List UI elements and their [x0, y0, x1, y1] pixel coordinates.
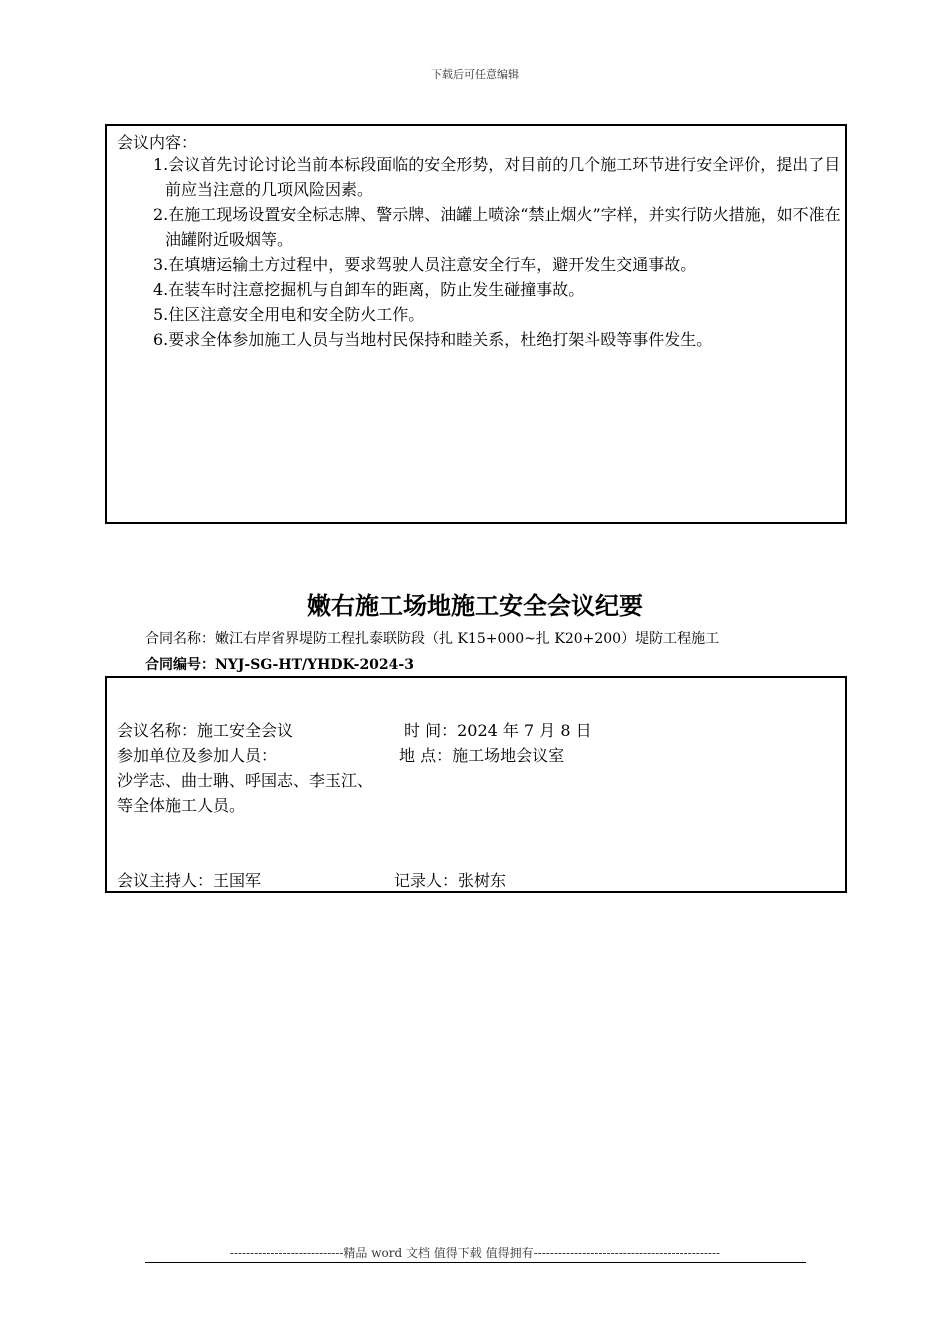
footer-text: ----------------------------精品 word 文档 值得下载 值得拥有---------------------------------------------- [229, 1246, 721, 1260]
document-title: 嫩右施工场地施工安全会议纪要 [307, 591, 643, 620]
footer-divider [145, 1262, 806, 1263]
meeting-content-list [153, 152, 843, 352]
contract-number: 合同编号：NYJ-SG-HT/YHDK-2024-3 [145, 657, 414, 673]
meeting-content-heading: 会议内容： [117, 133, 198, 152]
list-item: 3.在填塘运输土方过程中，要求驾驶人员注意安全行车，避开发生交通事故。 [153, 255, 697, 274]
header-note: 下载后可任意编辑 [431, 68, 519, 81]
meeting-content-box [105, 124, 847, 524]
meeting-recorder: 记录人：张树东 [394, 871, 507, 890]
contract-name: 合同名称：嫩江右岸省界堤防工程扎泰联防段（扎 K15+000~扎 K20+200）堤防工程施工 [145, 631, 720, 647]
list-item: 6.要求全体参加施工人员与当地村民保持和睦关系，杜绝打架斗殴等事件发生。 [153, 330, 713, 349]
meeting-info-box [105, 676, 847, 893]
participants-names: 沙学志、曲士聃、呼国志、李玉江、 [117, 771, 374, 790]
list-item: 2.在施工现场设置安全标志牌、警示牌、油罐上喷涂“禁止烟火”字样，并实行防火措施，如不准在油罐附近吸烟等。 [153, 205, 841, 249]
list-item: 5.住区注意安全用电和安全防火工作。 [153, 305, 425, 324]
meeting-host: 会议主持人：王国军 [117, 871, 262, 890]
list-item: 4.在装车时注意挖掘机与自卸车的距离，防止发生碰撞事故。 [153, 280, 585, 299]
participants-others: 等全体施工人员。 [117, 796, 246, 815]
meeting-name: 会议名称：施工安全会议 [117, 721, 294, 740]
meeting-time: 时 间：2024 年 7 月 8 日 [404, 721, 592, 740]
list-item: 1.会议首先讨论讨论当前本标段面临的安全形势，对目前的几个施工环节进行安全评价，提出了目前应当注意的几项风险因素。 [153, 155, 841, 199]
meeting-location: 地 点：施工场地会议室 [399, 746, 565, 765]
participants-label: 参加单位及参加人员： [117, 746, 278, 765]
